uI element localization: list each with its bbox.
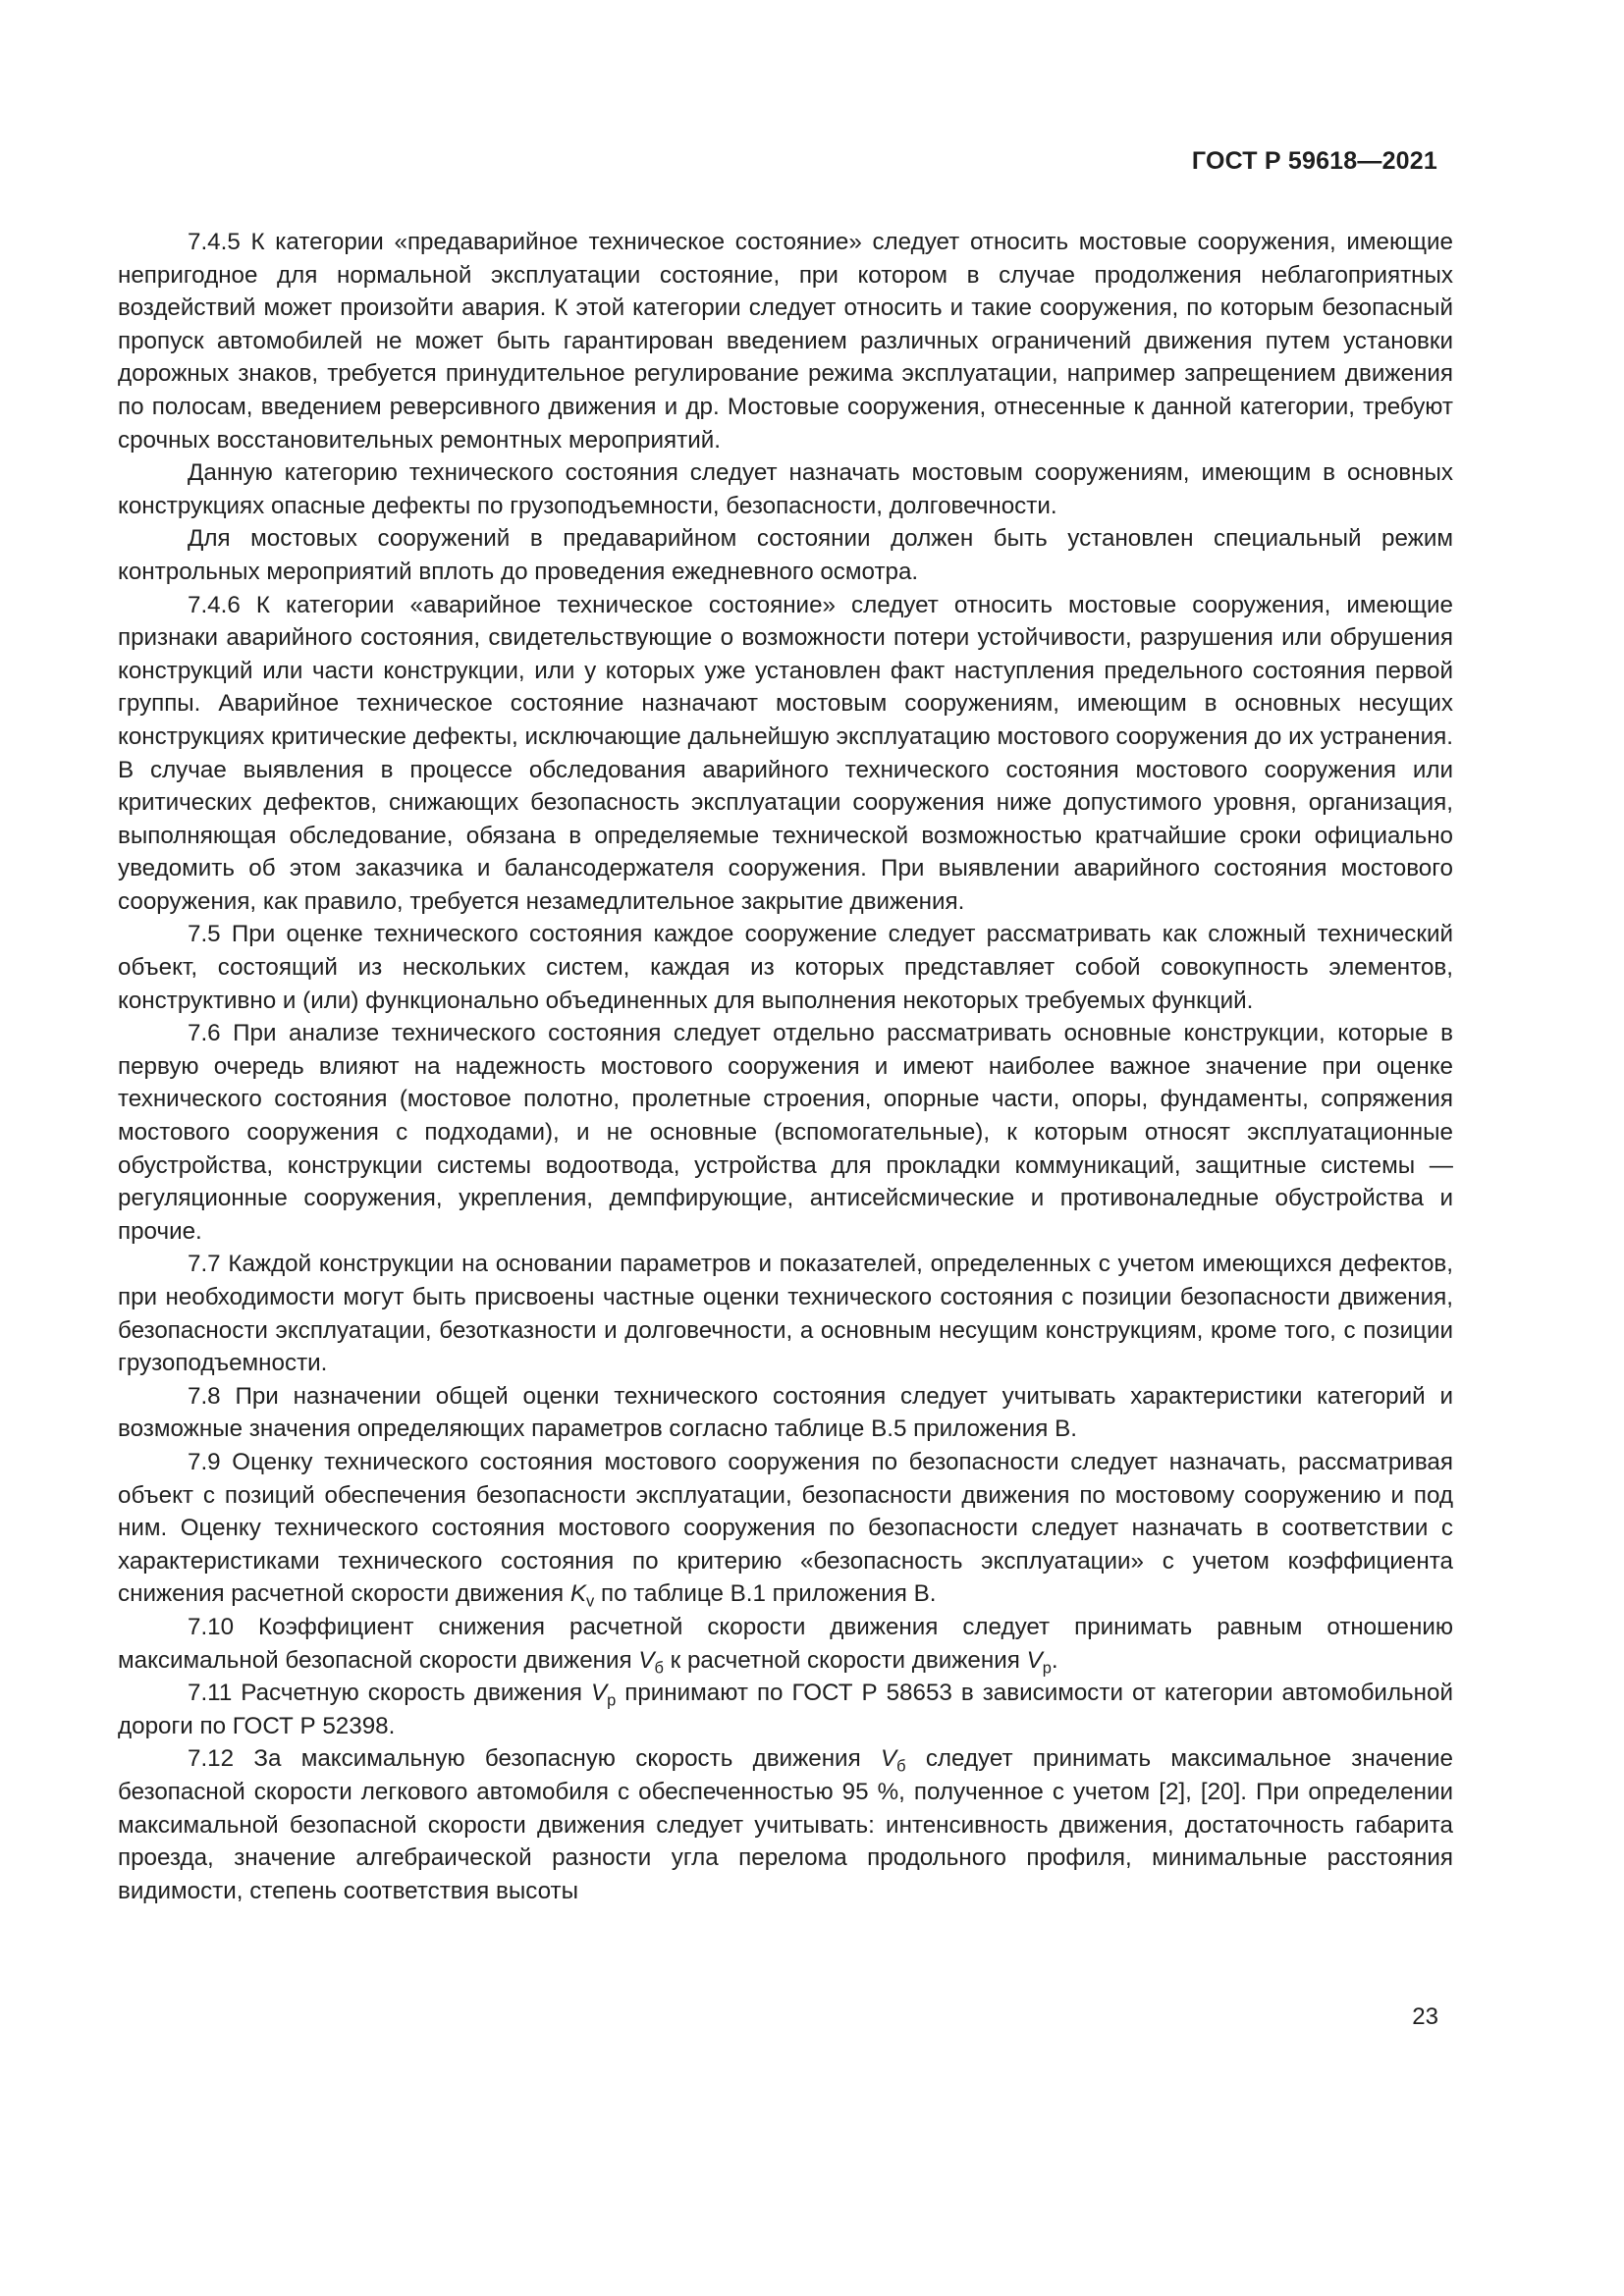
- paragraph-7-10-text: 7.10 Коэффициент снижения расчетной скорости движения следует принимать равным отношению максимальной безопасной скорости движения: [118, 1613, 1453, 1674]
- symbol-v-design: V: [1026, 1646, 1043, 1674]
- symbol-v-safe-7-12: V: [880, 1745, 897, 1773]
- paragraph-7-11: [118, 1677, 1453, 1742]
- paragraph-7-4-6: 7.4.6 К категории «аварийное техническое состояние» следует относить мостовые сооружения, имеющие признаки аварийного состояния, свидетельствующие о возможности потери устойчивости, разрушения или обрушения конструкций или части конструкции, или у которых уже установлен факт наступления предельного состояния первой группы. Аварийное техническое состояние назначают мостовым сооружениям, имеющим в основных несущих конструкциях критические дефекты, исключающие дальнейшую эксплуатацию мостового сооружения до их устранения. В случае выявления в процессе обследования аварийного технического состояния мостового сооружения или критических дефектов, снижающих безопасность эксплуатации сооружения ниже допустимого уровня, организация, выполняющая обследование, обязана в определяемые технической возможностью кратчайшие сроки официально уведомить об этом заказчика и балансодержателя сооружения. При выявлении аварийного состояния мостового сооружения, как правило, требуется незамедлительное закрытие движения.: [118, 591, 1453, 915]
- paragraph-7-4-5: 7.4.5 К категории «предаварийное техническое состояние» следует относить мостовые сооружения, имеющие непригодное для нормальной эксплуатации состояние, при котором в случае продолжения неблагоприятных воздействий может произойти авария. К этой категории следует относить и такие сооружения, по которым безопасный пропуск автомобилей не может быть гарантирован введением различных ограничений движения путем установки дорожных знаков, требуется принудительное регулирование режима эксплуатации, например запрещением движения по полосам, введением реверсивного движения и др. Мостовые сооружения, отнесенные к данной категории, требуют срочных восстановительных ремонтных мероприятий.: [118, 229, 1453, 454]
- paragraph-7-4-5-dangerous-defects: Данную категорию технического состояния следует назначать мостовым сооружениям, имеющим в основных конструкциях опасные дефекты по грузоподъемности, безопасности, долговечности.: [118, 459, 1453, 519]
- symbol-v-safe-7-12-subscript: б: [896, 1757, 906, 1776]
- symbol-k-subscript: v: [586, 1592, 595, 1611]
- paragraph-7-10-mid: к расчетной скорости движения: [670, 1646, 1020, 1674]
- paragraph-7-11-text: 7.11 Расчетную скорость движения: [188, 1680, 582, 1707]
- symbol-v-safe-subscript: б: [654, 1658, 664, 1677]
- paragraph-7-4-5-control-regime: Для мостовых сооружений в предаварийном состоянии должен быть установлен специальный режим контрольных мероприятий вплоть до проведения ежедневного осмотра.: [118, 525, 1453, 585]
- paragraph-7-9-text: 7.9 Оценку технического состояния мостового сооружения по безопасности следует назначать, рассматривая объект с позиций обеспечения безопасности эксплуатации, безопасности движения по мостовому сооружению и под ним. Оценку технического состояния мостового сооружения по безопасности следует назначать в соответствии с характеристиками технического состояния по критерию «безопасность эксплуатации» с учетом коэффициента снижения расчетной скорости движения: [118, 1448, 1453, 1608]
- paragraph-7-9: [118, 1446, 1453, 1611]
- symbol-v-safe: V: [638, 1646, 655, 1674]
- document-header: ГОСТ Р 59618—2021: [1191, 147, 1437, 175]
- paragraph-7-10-end: .: [1051, 1646, 1058, 1674]
- page-number: 23: [1412, 2003, 1438, 2030]
- paragraph-7-12: [118, 1742, 1453, 1907]
- symbol-v-design-7-11: V: [590, 1680, 608, 1707]
- symbol-k: K: [569, 1580, 587, 1608]
- paragraph-7-9-tail: по таблице В.1 приложения В.: [600, 1580, 937, 1608]
- paragraph-7-12-text: 7.12 За максимальную безопасную скорость движения: [188, 1745, 861, 1773]
- paragraph-7-7: 7.7 Каждой конструкции на основании параметров и показателей, определенных с учетом имеющихся дефектов, при необходимости могут быть присвоены частные оценки технического состояния с позиции безопасности движения, безопасности эксплуатации, безотказности и долговечности, а основным несущим конструкциям, кроме того, с позиции грузоподъемности.: [118, 1251, 1453, 1377]
- symbol-v-design-7-11-subscript: р: [607, 1691, 617, 1710]
- paragraph-7-8: 7.8 При назначении общей оценки технического состояния следует учитывать характеристики категорий и возможные значения определяющих параметров согласно таблице В.5 приложения В.: [118, 1382, 1453, 1443]
- paragraph-7-5: 7.5 При оценке технического состояния каждое сооружение следует рассматривать как сложный технический объект, состоящий из нескольких систем, каждая из которых представляет собой совокупность элементов, конструктивно и (или) функционально объединенных для выполнения некоторых требуемых функций.: [118, 921, 1453, 1014]
- paragraph-7-12-tail: следует принимать максимальное значение безопасной скорости легкового автомобиля с обеспеченностью 95 %, полученное с учетом [2], [20]. При определении максимальной безопасной скорости движения следует учитывать: интенсивность движения, достаточность габарита проезда, значение алгебраической разности угла перелома продольного профиля, минимальные расстояния видимости, степень соответствия высоты: [118, 1745, 1453, 1904]
- paragraph-7-6: 7.6 При анализе технического состояния следует отдельно рассматривать основные конструкции, которые в первую очередь влияют на надежность мостового сооружения и имеют наиболее важное значение при оценке технического состояния (мостовое полотно, пролетные строения, опорные части, опоры, фундаменты, сопряжения мостового сооружения с подходами), и не основные (вспомогательные), к которым относят эксплуатационные обустройства, конструкции системы водоотвода, устройства для прокладки коммуникаций, защитные системы — регуляционные сооружения, укрепления, демпфирующие, антисейсмические и противоналедные обустройства и прочие.: [118, 1020, 1453, 1245]
- document-body: [118, 226, 1453, 1907]
- paragraph-7-10: [118, 1611, 1453, 1677]
- symbol-v-design-subscript: р: [1042, 1658, 1052, 1677]
- paragraph-7-11-tail: принимают по ГОСТ Р 58653 в зависимости от категории автомобильной дороги по ГОСТ Р 52398.: [118, 1680, 1453, 1739]
